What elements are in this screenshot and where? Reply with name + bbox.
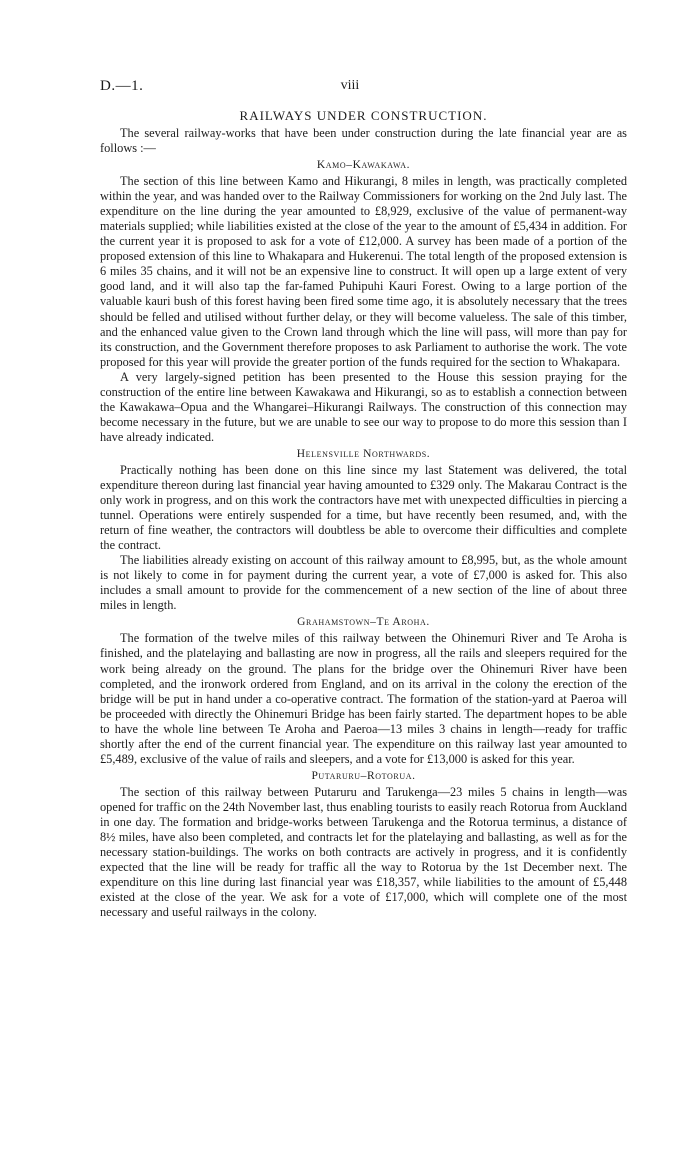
paragraph: A very largely-signed petition has been presented to the House this session praying for the construction of the entire line between Kawakawa and Hikurangi, so as to establish a connection between the Kawakawa–Opua and the Whangarei–Hikurangi Railways. The construction of this connection may become necessary in the future, but we are unable to see our way to propose to do more this session than I have already indicated. <box>100 369 627 444</box>
section-heading-grahamstown-te-aroha: Grahamstown–Te Aroha. <box>297 616 430 629</box>
document-body <box>100 126 627 920</box>
paragraph: Practically nothing has been done on this line since my last Statement was delivered, the total expenditure thereon during last financial year having amounted to £329 only. The Makarau Contract is the only work in progress, and on this work the contractors have met with unexpected difficulties in piercing a tunnel. Operations were entirely suspended for a time, but have recently been resumed, and, with the return of fine weather, the contractors will doubtless be able to overcome their difficulties and complete the contract. <box>100 462 627 553</box>
page-number: viii <box>340 78 360 93</box>
paragraph: The section of this railway between Putaruru and Tarukenga—23 miles 5 chains in length—was opened for traffic on the 24th November last, thus enabling tourists to easily reach Rotorua from Auckland in one day. The formation and bridge-works between Tarukenga and the Rotorua terminus, a distance of 8½ miles, have also been completed, and contracts let for the platelaying and ballasting, as well as for the necessary station-buildings. The works on both contracts are actively in progress, and it is confidently expected that the line will be ready for traffic all the way to Rotorua by the 1st December next. The expenditure on this line during last financial year was £18,357, while liabilities to the amount of £5,448 existed at the close of the year. We ask for a vote of £17,000, which will complete one of the most necessary and useful railways in the colony. <box>100 784 627 920</box>
intro-paragraph: The several railway-works that have been under construction during the late financial year are as follows :— <box>100 126 627 156</box>
section-heading-kamo-kawakawa: Kamo–Kawakawa. <box>316 159 411 172</box>
document-reference: D.—1. <box>100 78 144 94</box>
page-title: RAILWAYS UNDER CONSTRUCTION. <box>239 108 488 123</box>
paragraph: The section of this line between Kamo and Hikurangi, 8 miles in length, was practically completed within the year, and was handed over to the Railway Commissioners for working on the 2nd July last. The expenditure on the line during the year amounted to £8,929, exclusive of the value of permanent-way materials supplied; while liabilities existed at the close of the year to the amount of £5,434 in addition. For the current year it is proposed to ask for a vote of £12,000. A survey has been made of a portion of the proposed extension of this line to Whakapara and Hukerenui. The total length of the proposed extension is 6 miles 35 chains, and it will not be an expensive line to construct. It will open up a large extent of very good land, and it will also tap the far-famed Puhipuhi Kauri Forest. Owing to a large portion of the valuable kauri bush of this forest having been fired some time ago, it is absolutely necessary that the trees should be felled and utilised without further delay, or they will become valueless. The sale of this timber, and the enhanced value given to the Crown land through which the line will pass, will more than pay for its construction, and the Government therefore proposes to ask Parliament to authorise the work. The vote proposed for this year will provide the greater portion of the funds required for the section to Whakapara. <box>100 174 627 369</box>
section-heading-putaruru-rotorua: Putaruru–Rotorua. <box>311 769 416 782</box>
paragraph: The formation of the twelve miles of this railway between the Ohinemuri River and Te Aroha is finished, and the platelaying and ballasting are now in progress, all the rails and sleepers required for the work being already on the ground. The plans for the bridge over the Ohinemuri River have been completed, and the ironwork ordered from England, and on its arrival in the colony the erection of the bridge will be put in hand under a co-operative contract. The formation of the station-yard at Paeroa will be proceeded with directly the Ohinemuri Bridge has been fairly started. The department hopes to be able to have the whole line between Te Aroha and Paeroa—13 miles 3 chains in length—ready for traffic shortly after the end of the current financial year. The expenditure on this railway last year amounted to £5,489, exclusive of the value of rails and sleepers, and a vote for £13,000 is asked for this year. <box>100 631 627 766</box>
section-heading-helensville-northwards: Helensville Northwards. <box>296 447 431 460</box>
paragraph: The liabilities already existing on account of this railway amount to £8,995, but, as the whole amount is not likely to come in for payment during the current year, a vote of £7,000 is asked for. This also includes a small amount to provide for the commencement of a new section of the line of about three miles in length. <box>100 553 627 613</box>
